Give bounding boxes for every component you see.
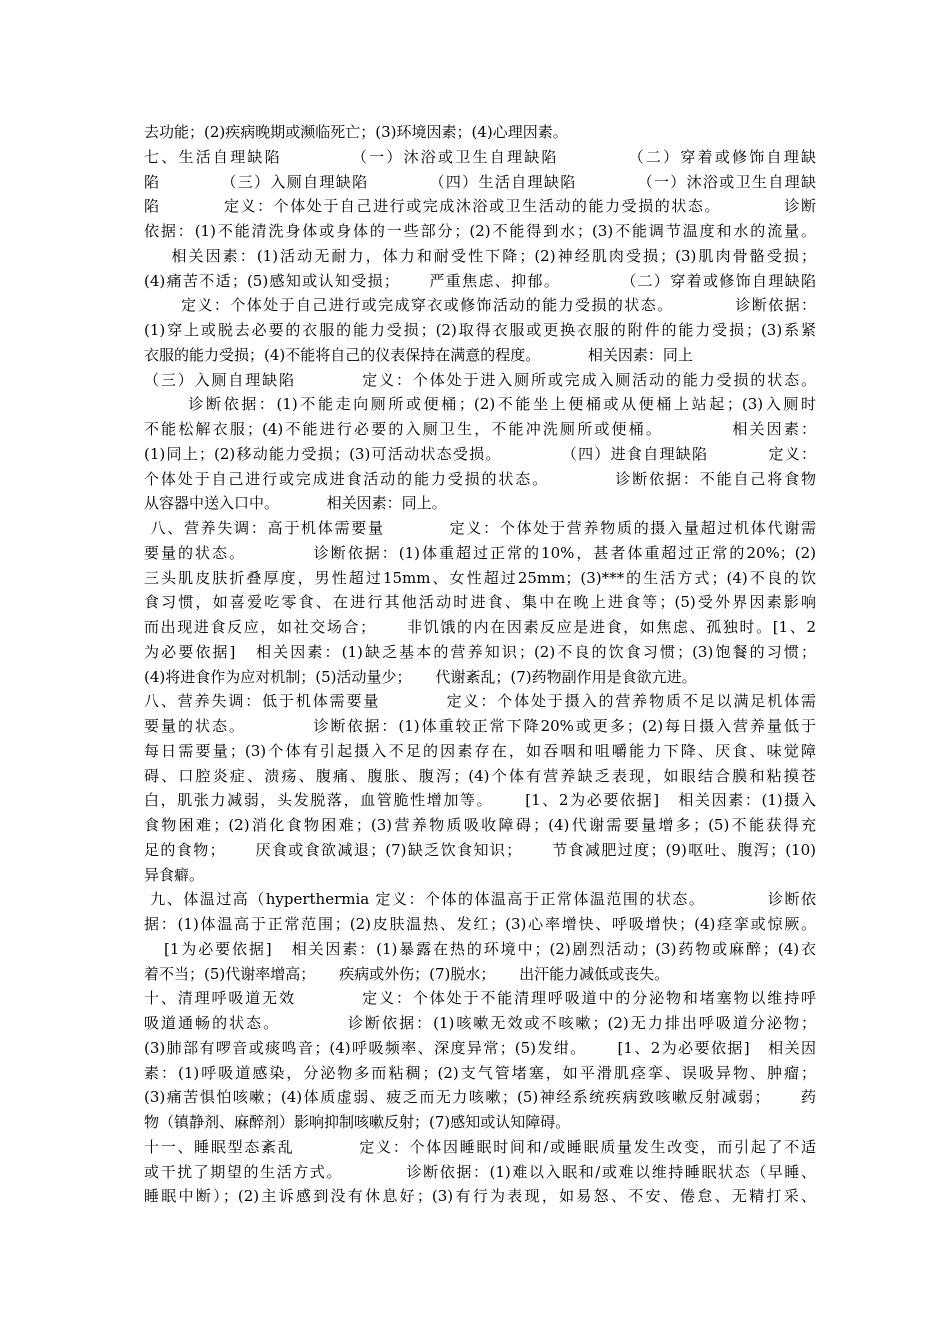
text-line: 或干扰了期望的生活方式。 诊断依据：(1)难以入眠和/或难以维持睡眠状态（早睡、 <box>144 1162 816 1181</box>
text-line: 相关因素：(1)活动无耐力，体力和耐受性下降；(2)神经肌肉受损；(3)肌肉骨骼受损； <box>144 246 816 265</box>
text-line: 碍、口腔炎症、溃疡、腹痛、腹胀、腹泻；(4)个体有营养缺乏表现，如眼结合膜和粘摸苍 <box>144 766 816 785</box>
text-line: 从容器中送入口中。 相关因素：同上。 <box>144 494 447 513</box>
text-line: 吸道通畅的状态。 诊断依据：(1)咳嗽无效或不咳嗽；(2)无力排出呼吸道分泌物； <box>144 1014 816 1032</box>
text-line: [1为必要依据] 相关因素：(1)暴露在热的环境中；(2)剧烈活动；(3)药物或麻醉；(4)衣 <box>144 939 816 958</box>
text-line: (1)同上；(2)移动能力受损；(3)可活动状态受损。 （四）进食自理缺陷 定义： <box>144 444 816 463</box>
text-line: 衣服的能力受损；(4)不能将自己的仪表保持在满意的程度。 相关因素：同上 <box>144 345 693 364</box>
text-line: (1)穿上或脱去必要的衣服的能力受损；(2)取得衣服或更换衣服的附件的能力受损；(3)系紧 <box>144 321 816 339</box>
text-line: 不能松解衣服；(4)不能进行必要的入厕卫生，不能冲洗厕所或便桶。 相关因素： <box>144 420 816 438</box>
text-line: 三头肌皮肤折叠厚度，男性超过15mm、女性超过25mm；(3)***的生活方式；(4)不良的饮 <box>144 568 816 587</box>
text-line: 个体处于自己进行或完成进食活动的能力受损的状态。 诊断依据：不能自己将食物 <box>144 469 816 488</box>
text-line: 十一、睡眠型态紊乱 定义：个体因睡眠时间和/或睡眠质量发生改变，而引起了不适 <box>144 1137 816 1156</box>
text-line: 为必要依据] 相关因素：(1)缺乏基本的营养知识；(2)不良的饮食习惯；(3)饱餐的习惯； <box>144 642 816 661</box>
text-line: 陷 定义：个体处于自己进行或完成沐浴或卫生活动的能力受损的状态。 诊断 <box>144 197 816 216</box>
text-line: (3)肺部有啰音或痰鸣音；(4)呼吸频率、深度异常；(5)发绀。 [1、2为必要依据] 相关因 <box>144 1038 816 1057</box>
text-line: (3)痛苦惧怕咳嗽；(4)体质虚弱、疲乏而无力咳嗽；(5)神经系统疾病致咳嗽反射减弱； 药 <box>144 1088 816 1107</box>
text-line: 依据：(1)不能清洗身体或身体的一些部分；(2)不能得到水；(3)不能调节温度和水的流量。 <box>144 222 816 240</box>
text-line: 要量的状态。 诊断依据：(1)体重超过正常的10%，甚者体重超过正常的20%；(2) <box>144 543 816 562</box>
text-line: 定义：个体处于自己进行或完成穿衣或修饰活动的能力受损的状态。 诊断依据： <box>144 296 816 315</box>
text-line: 素：(1)呼吸道感染，分泌物多而粘稠；(2)支气管堵塞，如平滑肌痉挛、误吸异物、肿瘤； <box>144 1063 816 1082</box>
text-line: 异食癖。 <box>144 865 205 884</box>
text-line: (4)痛苦不适；(5)感知或认知受损； 严重焦虑、抑郁。 （二）穿着或修饰自理缺陷 <box>144 271 816 290</box>
text-line: 诊断依据：(1)不能走向厕所或便桶；(2)不能坐上便桶或从便桶上站起；(3)入厕时 <box>144 395 816 414</box>
text-line: 据：(1)体温高于正常范围；(2)皮肤温热、发红；(3)心率增快、呼吸增快；(4)痉挛或惊厥。 <box>144 915 816 933</box>
text-line: 食习惯，如喜爱吃零食、在进行其他活动时进食、集中在晚上进食等；(5)受外界因素影响 <box>144 593 816 612</box>
text-line: 食物困难；(2)消化食物困难；(3)营养物质吸收障碍；(4)代谢需要量增多；(5)不能获得充 <box>144 816 816 834</box>
text-line: 要量的状态。 诊断依据：(1)体重较正常下降20%或更多；(2)每日摄入营养量低于 <box>144 717 816 735</box>
text-line: 陷 （三）入厕自理缺陷 （四）生活自理缺陷 （一）沐浴或卫生自理缺 <box>144 172 816 191</box>
text-line: 物（镇静剂、麻醉剂）影响抑制咳嗽反射；(7)感知或认知障碍。 <box>144 1113 571 1131</box>
text-line: (4)将进食作为应对机制；(5)活动量少； 代谢紊乱；(7)药物副作用是食欲亢进。 <box>144 667 697 686</box>
text-line: （三）入厕自理缺陷 定义：个体处于进入厕所或完成入厕活动的能力受损的状态。 <box>144 370 816 389</box>
text-line: 七、生活自理缺陷 （一）沐浴或卫生自理缺陷 （二）穿着或修饰自理缺 <box>144 147 816 166</box>
text-line: 白，肌张力减弱，头发脱落，血管脆性增加等。 [1、2为必要依据] 相关因素：(1)摄入 <box>144 791 816 810</box>
text-line: 每日需要量；(3)个体有引起摄入不足的因素存在，如吞咽和咀嚼能力下降、厌食、味觉障 <box>144 741 816 760</box>
body-text <box>144 120 816 1209</box>
text-line: 十、清理呼吸道无效 定义：个体处于不能清理呼吸道中的分泌物和堵塞物以维持呼 <box>144 989 816 1008</box>
text-line: 九、体温过高（hyperthermia 定义：个体的体温高于正常体温范围的状态。 诊断依 <box>144 890 816 909</box>
text-line: 八、营养失调：低于机体需要量 定义：个体处于摄入的营养物质不足以满足机体需 <box>144 692 816 711</box>
text-line: 而出现进食反应，如社交场合； 非饥饿的内在因素反应是进食，如焦虑、孤独时。[1、2 <box>144 618 816 636</box>
text-line: 八、营养失调：高于机体需要量 定义：个体处于营养物质的摄入量超过机体代谢需 <box>144 519 816 537</box>
text-line: 去功能；(2)疾病晚期或濒临死亡；(3)环境因素；(4)心理因素。 <box>144 123 568 141</box>
text-line: 睡眠中断）；(2)主诉感到没有休息好；(3)有行为表现，如易怒、不安、倦怠、无精打采、 <box>144 1187 816 1206</box>
text-line: 着不当；(5)代谢率增高； 疾病或外伤；(7)脱水； 出汗能力减低或丧失。 <box>144 964 670 983</box>
text-line: 足的食物； 厌食或食欲减退；(7)缺乏饮食知识； 节食减肥过度；(9)呕吐、腹泻；(10) <box>144 840 816 859</box>
